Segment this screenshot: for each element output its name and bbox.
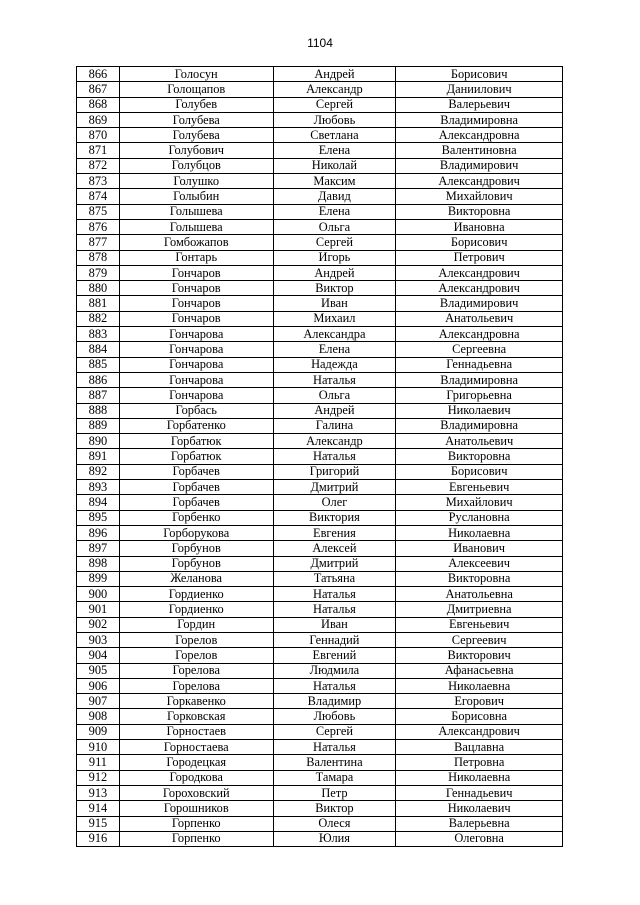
patronymic-cell: Борисович: [396, 67, 563, 82]
table-row: [77, 388, 563, 403]
surname-cell: Горошников: [119, 801, 273, 816]
roster-body: [77, 67, 563, 847]
surname-cell: Горелова: [119, 678, 273, 693]
row-number-cell: 914: [77, 801, 120, 816]
surname-cell: Горностаева: [119, 740, 273, 755]
row-number-cell: 916: [77, 831, 120, 846]
row-number-cell: 902: [77, 617, 120, 632]
patronymic-cell: Борисович: [396, 464, 563, 479]
table-row: [77, 143, 563, 158]
given-name-cell: Виктор: [273, 281, 396, 296]
row-number-cell: 900: [77, 587, 120, 602]
table-row: [77, 510, 563, 525]
surname-cell: Горелов: [119, 648, 273, 663]
row-number-cell: 892: [77, 464, 120, 479]
patronymic-cell: Даниилович: [396, 82, 563, 97]
surname-cell: Горбатюк: [119, 449, 273, 464]
patronymic-cell: Борисовна: [396, 709, 563, 724]
row-number-cell: 910: [77, 740, 120, 755]
surname-cell: Желанова: [119, 571, 273, 586]
patronymic-cell: Валерьевич: [396, 97, 563, 112]
row-number-cell: 912: [77, 770, 120, 785]
surname-cell: Горкавенко: [119, 694, 273, 709]
patronymic-cell: Николаевна: [396, 770, 563, 785]
table-row: [77, 235, 563, 250]
given-name-cell: Максим: [273, 174, 396, 189]
given-name-cell: Геннадий: [273, 632, 396, 647]
table-row: [77, 128, 563, 143]
table-row: [77, 449, 563, 464]
table-row: [77, 724, 563, 739]
table-row: [77, 556, 563, 571]
given-name-cell: Владимир: [273, 694, 396, 709]
surname-cell: Горбачев: [119, 495, 273, 510]
given-name-cell: Татьяна: [273, 571, 396, 586]
given-name-cell: Григорий: [273, 464, 396, 479]
surname-cell: Горбенко: [119, 510, 273, 525]
surname-cell: Горбачев: [119, 464, 273, 479]
surname-cell: Гончаров: [119, 281, 273, 296]
given-name-cell: Тамара: [273, 770, 396, 785]
surname-cell: Гончаров: [119, 265, 273, 280]
given-name-cell: Юлия: [273, 831, 396, 846]
patronymic-cell: Владимирович: [396, 296, 563, 311]
surname-cell: Голыбин: [119, 189, 273, 204]
row-number-cell: 905: [77, 663, 120, 678]
patronymic-cell: Егорович: [396, 694, 563, 709]
patronymic-cell: Владимировна: [396, 112, 563, 127]
table-row: [77, 831, 563, 846]
patronymic-cell: Валерьевна: [396, 816, 563, 831]
row-number-cell: 911: [77, 755, 120, 770]
table-row: [77, 740, 563, 755]
table-row: [77, 663, 563, 678]
surname-cell: Гончарова: [119, 388, 273, 403]
patronymic-cell: Евгеньевич: [396, 480, 563, 495]
row-number-cell: 877: [77, 235, 120, 250]
row-number-cell: 872: [77, 158, 120, 173]
surname-cell: Голубева: [119, 128, 273, 143]
patronymic-cell: Дмитриевна: [396, 602, 563, 617]
row-number-cell: 882: [77, 311, 120, 326]
patronymic-cell: Александровна: [396, 128, 563, 143]
patronymic-cell: Геннадьевич: [396, 785, 563, 800]
patronymic-cell: Владимирович: [396, 158, 563, 173]
given-name-cell: Ольга: [273, 219, 396, 234]
table-row: [77, 785, 563, 800]
row-number-cell: 867: [77, 82, 120, 97]
surname-cell: Голубцов: [119, 158, 273, 173]
surname-cell: Гордин: [119, 617, 273, 632]
given-name-cell: Андрей: [273, 67, 396, 82]
given-name-cell: Наталья: [273, 449, 396, 464]
row-number-cell: 886: [77, 372, 120, 387]
surname-cell: Голышева: [119, 219, 273, 234]
table-row: [77, 250, 563, 265]
row-number-cell: 909: [77, 724, 120, 739]
given-name-cell: Сергей: [273, 235, 396, 250]
patronymic-cell: Анатольевич: [396, 434, 563, 449]
patronymic-cell: Григорьевна: [396, 388, 563, 403]
row-number-cell: 908: [77, 709, 120, 724]
row-number-cell: 874: [77, 189, 120, 204]
patronymic-cell: Петрович: [396, 250, 563, 265]
patronymic-cell: Геннадьевна: [396, 357, 563, 372]
roster-table: [76, 66, 563, 847]
row-number-cell: 876: [77, 219, 120, 234]
row-number-cell: 891: [77, 449, 120, 464]
given-name-cell: Наталья: [273, 587, 396, 602]
given-name-cell: Дмитрий: [273, 480, 396, 495]
table-row: [77, 311, 563, 326]
given-name-cell: Алексей: [273, 541, 396, 556]
table-row: [77, 816, 563, 831]
given-name-cell: Ольга: [273, 388, 396, 403]
row-number-cell: 880: [77, 281, 120, 296]
table-row: [77, 372, 563, 387]
surname-cell: Гордиенко: [119, 587, 273, 602]
table-row: [77, 678, 563, 693]
table-row: [77, 204, 563, 219]
table-row: [77, 464, 563, 479]
given-name-cell: Игорь: [273, 250, 396, 265]
patronymic-cell: Олеговна: [396, 831, 563, 846]
given-name-cell: Виктория: [273, 510, 396, 525]
surname-cell: Гончарова: [119, 372, 273, 387]
row-number-cell: 871: [77, 143, 120, 158]
row-number-cell: 894: [77, 495, 120, 510]
row-number-cell: 897: [77, 541, 120, 556]
surname-cell: Гончарова: [119, 327, 273, 342]
patronymic-cell: Александровна: [396, 327, 563, 342]
surname-cell: Голубева: [119, 112, 273, 127]
given-name-cell: Наталья: [273, 740, 396, 755]
surname-cell: Горпенко: [119, 816, 273, 831]
table-row: [77, 97, 563, 112]
surname-cell: Гончарова: [119, 342, 273, 357]
patronymic-cell: Викторович: [396, 648, 563, 663]
table-row: [77, 418, 563, 433]
surname-cell: Голощапов: [119, 82, 273, 97]
given-name-cell: Александр: [273, 82, 396, 97]
row-number-cell: 884: [77, 342, 120, 357]
surname-cell: Горбунов: [119, 556, 273, 571]
surname-cell: Городецкая: [119, 755, 273, 770]
given-name-cell: Наталья: [273, 372, 396, 387]
row-number-cell: 893: [77, 480, 120, 495]
table-row: [77, 541, 563, 556]
given-name-cell: Надежда: [273, 357, 396, 372]
patronymic-cell: Сергеевич: [396, 632, 563, 647]
given-name-cell: Виктор: [273, 801, 396, 816]
table-row: [77, 602, 563, 617]
patronymic-cell: Александрович: [396, 174, 563, 189]
table-row: [77, 694, 563, 709]
patronymic-cell: Владимировна: [396, 418, 563, 433]
given-name-cell: Сергей: [273, 724, 396, 739]
table-row: [77, 174, 563, 189]
patronymic-cell: Валентиновна: [396, 143, 563, 158]
surname-cell: Гороховский: [119, 785, 273, 800]
patronymic-cell: Викторовна: [396, 571, 563, 586]
row-number-cell: 907: [77, 694, 120, 709]
patronymic-cell: Ивановна: [396, 219, 563, 234]
row-number-cell: 870: [77, 128, 120, 143]
row-number-cell: 866: [77, 67, 120, 82]
row-number-cell: 904: [77, 648, 120, 663]
table-row: [77, 219, 563, 234]
patronymic-cell: Сергеевна: [396, 342, 563, 357]
patronymic-cell: Алексеевич: [396, 556, 563, 571]
patronymic-cell: Владимировна: [396, 372, 563, 387]
surname-cell: Горелова: [119, 663, 273, 678]
row-number-cell: 878: [77, 250, 120, 265]
surname-cell: Гордиенко: [119, 602, 273, 617]
table-row: [77, 342, 563, 357]
patronymic-cell: Викторовна: [396, 449, 563, 464]
row-number-cell: 873: [77, 174, 120, 189]
patronymic-cell: Николаевич: [396, 801, 563, 816]
row-number-cell: 881: [77, 296, 120, 311]
surname-cell: Голосун: [119, 67, 273, 82]
patronymic-cell: Николаевна: [396, 678, 563, 693]
row-number-cell: 875: [77, 204, 120, 219]
row-number-cell: 903: [77, 632, 120, 647]
given-name-cell: Любовь: [273, 112, 396, 127]
patronymic-cell: Михайлович: [396, 189, 563, 204]
given-name-cell: Наталья: [273, 602, 396, 617]
given-name-cell: Елена: [273, 342, 396, 357]
patronymic-cell: Николаевич: [396, 403, 563, 418]
row-number-cell: 913: [77, 785, 120, 800]
table-row: [77, 495, 563, 510]
table-row: [77, 189, 563, 204]
table-row: [77, 67, 563, 82]
table-row: [77, 281, 563, 296]
patronymic-cell: Вацлавна: [396, 740, 563, 755]
surname-cell: Горбунов: [119, 541, 273, 556]
table-row: [77, 403, 563, 418]
surname-cell: Гончарова: [119, 357, 273, 372]
table-row: [77, 632, 563, 647]
table-row: [77, 82, 563, 97]
surname-cell: Гонтарь: [119, 250, 273, 265]
table-row: [77, 480, 563, 495]
row-number-cell: 895: [77, 510, 120, 525]
table-row: [77, 112, 563, 127]
row-number-cell: 869: [77, 112, 120, 127]
given-name-cell: Иван: [273, 296, 396, 311]
patronymic-cell: Евгеньевич: [396, 617, 563, 632]
row-number-cell: 901: [77, 602, 120, 617]
row-number-cell: 883: [77, 327, 120, 342]
table-row: [77, 265, 563, 280]
given-name-cell: Олег: [273, 495, 396, 510]
row-number-cell: 915: [77, 816, 120, 831]
given-name-cell: Давид: [273, 189, 396, 204]
patronymic-cell: Афанасьевна: [396, 663, 563, 678]
table-row: [77, 296, 563, 311]
given-name-cell: Михаил: [273, 311, 396, 326]
patronymic-cell: Анатольевна: [396, 587, 563, 602]
given-name-cell: Евгений: [273, 648, 396, 663]
surname-cell: Голубович: [119, 143, 273, 158]
given-name-cell: Галина: [273, 418, 396, 433]
table-row: [77, 801, 563, 816]
given-name-cell: Иван: [273, 617, 396, 632]
patronymic-cell: Иванович: [396, 541, 563, 556]
surname-cell: Горбатюк: [119, 434, 273, 449]
surname-cell: Горборукова: [119, 525, 273, 540]
row-number-cell: 888: [77, 403, 120, 418]
surname-cell: Горбась: [119, 403, 273, 418]
given-name-cell: Евгения: [273, 525, 396, 540]
surname-cell: Горковская: [119, 709, 273, 724]
given-name-cell: Сергей: [273, 97, 396, 112]
surname-cell: Голышева: [119, 204, 273, 219]
given-name-cell: Наталья: [273, 678, 396, 693]
table-row: [77, 617, 563, 632]
given-name-cell: Александра: [273, 327, 396, 342]
row-number-cell: 889: [77, 418, 120, 433]
given-name-cell: Олеся: [273, 816, 396, 831]
table-row: [77, 525, 563, 540]
table-row: [77, 571, 563, 586]
surname-cell: Горбатенко: [119, 418, 273, 433]
patronymic-cell: Александрович: [396, 281, 563, 296]
surname-cell: Горелов: [119, 632, 273, 647]
patronymic-cell: Руслановна: [396, 510, 563, 525]
patronymic-cell: Викторовна: [396, 204, 563, 219]
table-row: [77, 709, 563, 724]
table-row: [77, 357, 563, 372]
patronymic-cell: Николаевна: [396, 525, 563, 540]
surname-cell: Голубев: [119, 97, 273, 112]
given-name-cell: Петр: [273, 785, 396, 800]
row-number-cell: 868: [77, 97, 120, 112]
given-name-cell: Елена: [273, 204, 396, 219]
given-name-cell: Дмитрий: [273, 556, 396, 571]
row-number-cell: 898: [77, 556, 120, 571]
patronymic-cell: Александрович: [396, 265, 563, 280]
given-name-cell: Николай: [273, 158, 396, 173]
given-name-cell: Елена: [273, 143, 396, 158]
page-number: 1104: [307, 36, 333, 50]
surname-cell: Горпенко: [119, 831, 273, 846]
patronymic-cell: Александрович: [396, 724, 563, 739]
table-row: [77, 755, 563, 770]
patronymic-cell: Анатольевич: [396, 311, 563, 326]
row-number-cell: 906: [77, 678, 120, 693]
row-number-cell: 890: [77, 434, 120, 449]
table-row: [77, 327, 563, 342]
surname-cell: Гончаров: [119, 296, 273, 311]
given-name-cell: Людмила: [273, 663, 396, 678]
table-row: [77, 770, 563, 785]
surname-cell: Голушко: [119, 174, 273, 189]
row-number-cell: 885: [77, 357, 120, 372]
row-number-cell: 879: [77, 265, 120, 280]
surname-cell: Гомбожапов: [119, 235, 273, 250]
surname-cell: Горбачев: [119, 480, 273, 495]
given-name-cell: Валентина: [273, 755, 396, 770]
row-number-cell: 887: [77, 388, 120, 403]
given-name-cell: Андрей: [273, 403, 396, 418]
surname-cell: Горностаев: [119, 724, 273, 739]
given-name-cell: Любовь: [273, 709, 396, 724]
table-row: [77, 158, 563, 173]
table-row: [77, 587, 563, 602]
row-number-cell: 899: [77, 571, 120, 586]
table-row: [77, 648, 563, 663]
given-name-cell: Андрей: [273, 265, 396, 280]
patronymic-cell: Петровна: [396, 755, 563, 770]
patronymic-cell: Борисович: [396, 235, 563, 250]
surname-cell: Гончаров: [119, 311, 273, 326]
row-number-cell: 896: [77, 525, 120, 540]
table-row: [77, 434, 563, 449]
given-name-cell: Светлана: [273, 128, 396, 143]
patronymic-cell: Михайлович: [396, 495, 563, 510]
given-name-cell: Александр: [273, 434, 396, 449]
surname-cell: Городкова: [119, 770, 273, 785]
